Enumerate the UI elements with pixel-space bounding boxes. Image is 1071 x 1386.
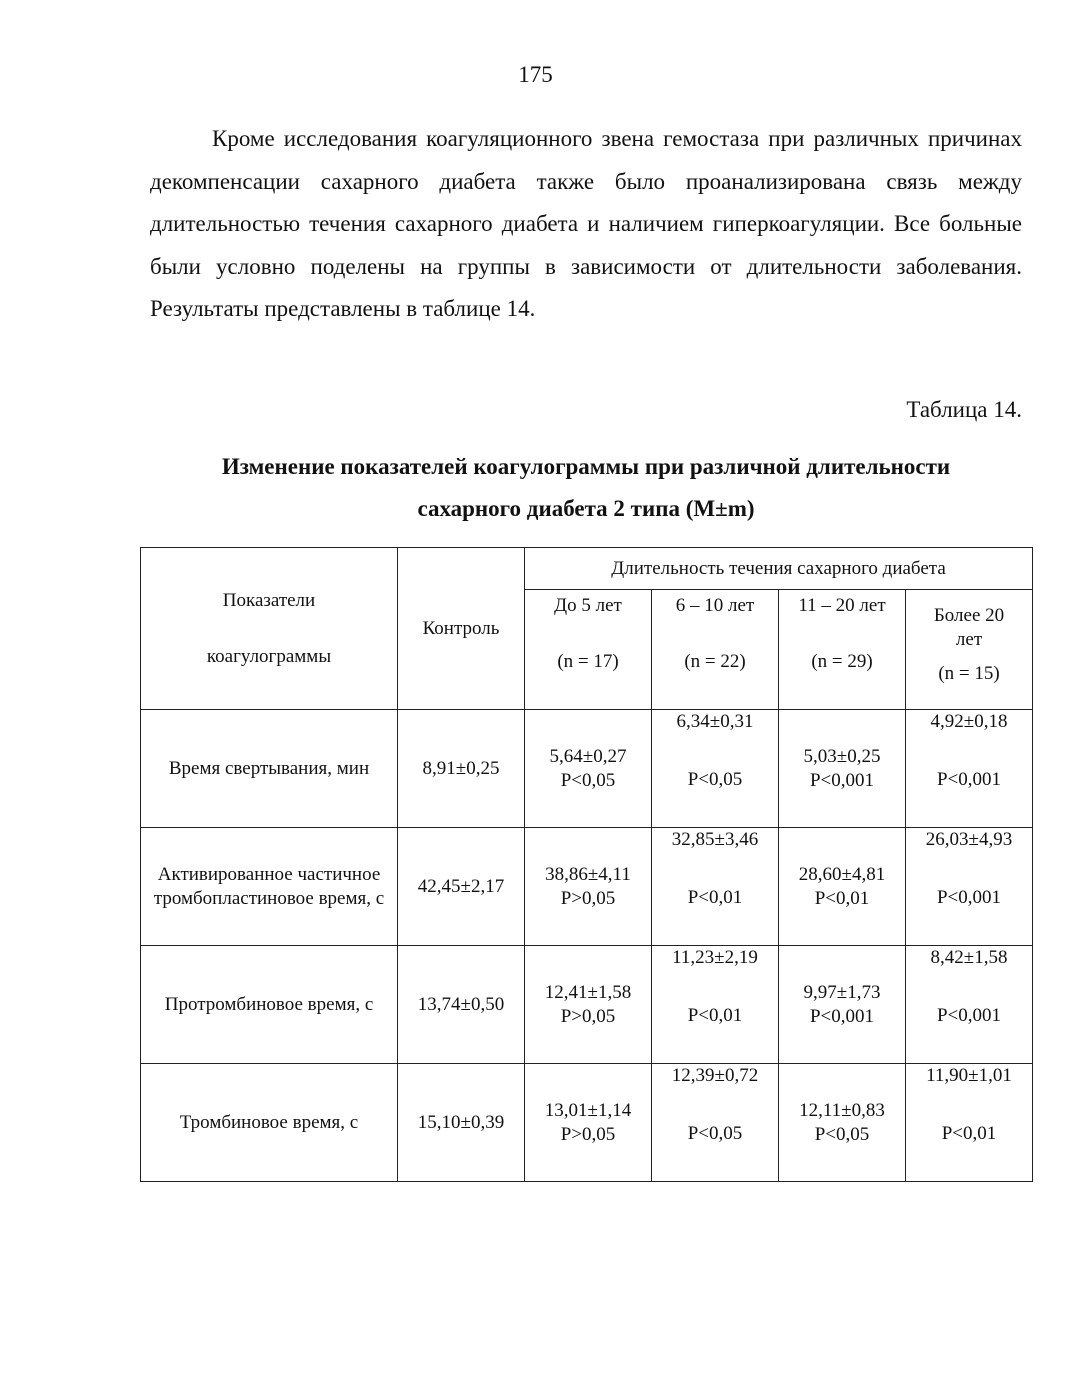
page-number: 175 bbox=[518, 62, 553, 87]
cell-p: P>0,05 bbox=[560, 1123, 616, 1145]
cell-value: 6,34±0,31 bbox=[676, 711, 754, 732]
cell-p: P<0,01 bbox=[687, 887, 743, 908]
cell-p: P<0,05 bbox=[560, 769, 616, 791]
header-group-3 bbox=[779, 590, 906, 710]
cell-group-2 bbox=[652, 710, 779, 828]
table-caption: Таблица 14. bbox=[906, 397, 1022, 422]
table-row bbox=[141, 946, 1033, 1064]
cell-group-4 bbox=[906, 710, 1033, 828]
cell-group-4 bbox=[906, 946, 1033, 1064]
header-indicators-line: коагулограммы bbox=[206, 645, 332, 667]
group-n: (n = 17) bbox=[557, 651, 619, 672]
row-indicator-line: Протромбиновое время, с bbox=[164, 993, 374, 1015]
cell-group-2 bbox=[652, 946, 779, 1064]
cell-value: 5,64±0,27 bbox=[549, 745, 627, 767]
cell-p: P<0,01 bbox=[814, 887, 870, 909]
cell-control: 8,91±0,25 bbox=[398, 710, 525, 828]
header-control: Контроль bbox=[398, 548, 525, 710]
cell-value: 11,90±1,01 bbox=[926, 1065, 1012, 1086]
cell-p: P>0,05 bbox=[560, 1005, 616, 1027]
cell-value: 12,41±1,58 bbox=[544, 981, 632, 1003]
cell-value: 8,42±1,58 bbox=[930, 947, 1008, 968]
cell-p: P<0,001 bbox=[809, 1005, 875, 1027]
cell-p: P<0,05 bbox=[687, 769, 743, 790]
cell-control: 13,74±0,50 bbox=[398, 946, 525, 1064]
cell-group-3 bbox=[779, 946, 906, 1064]
row-indicator-line: тромбопластиновое время, с bbox=[153, 887, 385, 909]
cell-group-1 bbox=[525, 828, 652, 946]
cell-group-3 bbox=[779, 710, 906, 828]
cell-value: 13,01±1,14 bbox=[544, 1099, 632, 1121]
cell-group-4 bbox=[906, 1064, 1033, 1182]
coagulogram-table bbox=[140, 547, 1033, 1182]
cell-value: 11,23±2,19 bbox=[672, 947, 758, 968]
header-group-4 bbox=[906, 590, 1033, 710]
cell-p: P>0,05 bbox=[560, 887, 616, 909]
group-n: (n = 15) bbox=[938, 663, 1000, 684]
cell-group-3 bbox=[779, 828, 906, 946]
header-duration: Длительность течения сахарного диабета bbox=[525, 548, 1033, 590]
cell-group-3 bbox=[779, 1064, 906, 1182]
cell-value: 9,97±1,73 bbox=[803, 981, 881, 1003]
cell-p: P<0,01 bbox=[687, 1005, 743, 1026]
group-label: 6 – 10 лет bbox=[675, 595, 755, 616]
row-indicator bbox=[141, 710, 398, 828]
row-indicator bbox=[141, 946, 398, 1064]
row-indicator-line: Активированное частичное bbox=[157, 863, 381, 885]
header-indicators bbox=[141, 548, 398, 710]
cell-p: P<0,001 bbox=[936, 887, 1002, 908]
header-group-2 bbox=[652, 590, 779, 710]
cell-group-4 bbox=[906, 828, 1033, 946]
cell-value: 5,03±0,25 bbox=[803, 745, 881, 767]
body-paragraph: Кроме исследования коагуляционного звена гемостаза при различных причинах декомпенсации сахарного диабета также было проанализирована связь между длительностью течения сахарного диабета и наличием гиперкоагуляции. Все больные были условно поделены на группы в зависимости от длительности заболевания. Результаты представлены в таблице 14. bbox=[150, 126, 1022, 321]
table-row bbox=[141, 710, 1033, 828]
cell-group-1 bbox=[525, 1064, 652, 1182]
group-label: Более 20 bbox=[933, 605, 1005, 626]
group-label: 11 – 20 лет bbox=[798, 595, 886, 616]
cell-group-2 bbox=[652, 828, 779, 946]
cell-p: P<0,001 bbox=[809, 769, 875, 791]
cell-value: 26,03±4,93 bbox=[925, 829, 1013, 850]
cell-value: 12,39±0,72 bbox=[671, 1065, 759, 1086]
cell-control: 42,45±2,17 bbox=[398, 828, 525, 946]
table-title-line: сахарного диабета 2 типа (M±m) bbox=[417, 496, 755, 521]
row-indicator bbox=[141, 1064, 398, 1182]
cell-value: 38,86±4,11 bbox=[545, 863, 631, 885]
row-indicator-line: Тромбиновое время, с bbox=[179, 1111, 359, 1133]
cell-p: P<0,05 bbox=[687, 1123, 743, 1144]
cell-value: 28,60±4,81 bbox=[798, 863, 886, 885]
cell-value: 12,11±0,83 bbox=[799, 1099, 885, 1121]
cell-p: P<0,001 bbox=[936, 769, 1002, 790]
table-row bbox=[141, 1064, 1033, 1182]
table-row bbox=[141, 828, 1033, 946]
cell-group-1 bbox=[525, 946, 652, 1064]
cell-p: P<0,05 bbox=[814, 1123, 870, 1145]
cell-value: 32,85±3,46 bbox=[671, 829, 759, 850]
cell-value: 4,92±0,18 bbox=[930, 711, 1008, 732]
cell-control: 15,10±0,39 bbox=[398, 1064, 525, 1182]
cell-p: P<0,01 bbox=[941, 1123, 997, 1144]
group-label: лет bbox=[955, 629, 983, 650]
cell-group-1 bbox=[525, 710, 652, 828]
header-group-1 bbox=[525, 590, 652, 710]
table-title-line: Изменение показателей коагулограммы при различной длительности bbox=[221, 454, 951, 479]
row-indicator bbox=[141, 828, 398, 946]
group-label: До 5 лет bbox=[554, 595, 622, 616]
group-n: (n = 22) bbox=[684, 651, 746, 672]
group-n: (n = 29) bbox=[811, 651, 873, 672]
header-indicators-line: Показатели bbox=[222, 589, 316, 611]
row-indicator-line: Время свертывания, мин bbox=[168, 757, 370, 779]
cell-group-2 bbox=[652, 1064, 779, 1182]
cell-p: P<0,001 bbox=[936, 1005, 1002, 1026]
table-title bbox=[150, 446, 1022, 530]
